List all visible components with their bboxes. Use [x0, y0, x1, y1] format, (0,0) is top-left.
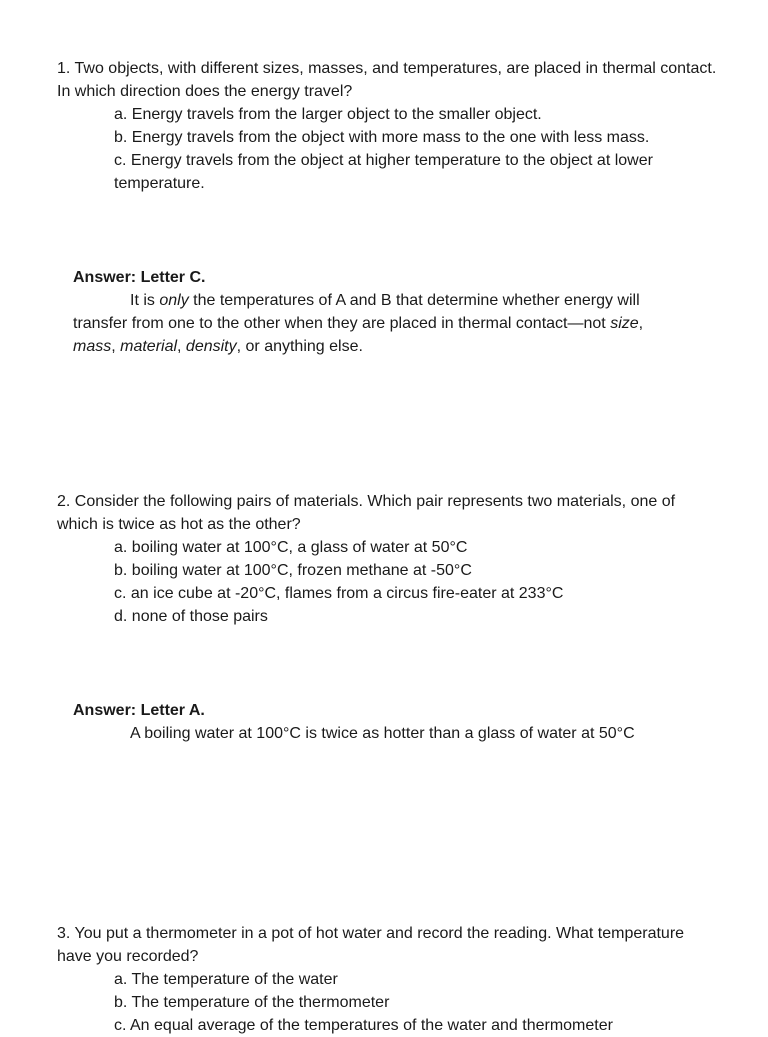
- question-3-options: [57, 968, 717, 1037]
- answer-1-emph-only: only: [159, 292, 189, 309]
- answer-1-emph-mass: mass: [73, 338, 112, 355]
- answer-1-text-3: ,: [638, 315, 644, 332]
- answer-1-emph-size: size: [610, 315, 639, 332]
- answer-1-text-6: , or anything else.: [236, 338, 363, 355]
- question-3-stem: 3. You put a thermometer in a pot of hot water and record the reading. What temperature have you recorded?: [57, 925, 685, 965]
- answer-1-label: Answer: Letter C.: [73, 269, 206, 286]
- answer-1: [73, 266, 683, 358]
- question-1: [57, 57, 717, 195]
- question-1-stem: 1. Two objects, with different sizes, masses, and temperatures, are placed in thermal contact. In which direction does the energy travel?: [57, 60, 717, 100]
- question-3: [57, 922, 717, 1037]
- answer-1-body: [73, 289, 683, 358]
- question-2-options: [57, 536, 717, 628]
- question-2-option-b: b. boiling water at 100°C, frozen methane at -50°C: [114, 562, 472, 579]
- answer-2-body: A boiling water at 100°C is twice as hotter than a glass of water at 50°C: [130, 725, 635, 742]
- answer-1-emph-density: density: [185, 338, 237, 355]
- question-3-option-c: c. An equal average of the temperatures of the water and thermometer: [114, 1017, 613, 1034]
- question-2-option-a: a. boiling water at 100°C, a glass of water at 50°C: [114, 539, 468, 556]
- answer-1-text-5: ,: [177, 338, 186, 355]
- answer-1-text-4: ,: [111, 338, 121, 355]
- question-1-option-a: a. Energy travels from the larger object to the smaller object.: [114, 106, 542, 123]
- question-3-option-a: a. The temperature of the water: [114, 971, 338, 988]
- question-1-option-c: c. Energy travels from the object at higher temperature to the object at lower temperature.: [114, 152, 653, 192]
- question-2-option-c: c. an ice cube at -20°C, flames from a circus fire-eater at 233°C: [114, 585, 564, 602]
- answer-2-label: Answer: Letter A.: [73, 702, 205, 719]
- question-3-option-b: b. The temperature of the thermometer: [114, 994, 390, 1011]
- answer-1-emph-material: material: [120, 338, 178, 355]
- question-2: [57, 490, 717, 628]
- question-1-options: [57, 103, 717, 195]
- question-2-option-d: d. none of those pairs: [114, 608, 268, 625]
- question-2-stem: 2. Consider the following pairs of materials. Which pair represents two materials, one of which is twice as hot as the other?: [57, 493, 676, 533]
- question-1-option-b: b. Energy travels from the object with more mass to the one with less mass.: [114, 129, 650, 146]
- answer-1-text-2: the temperatures of A and B that determine whether energy will transfer from one to the other when they are placed in thermal contact—not: [73, 292, 640, 332]
- answer-1-text-1: It is: [130, 292, 160, 309]
- answer-2: [73, 699, 683, 745]
